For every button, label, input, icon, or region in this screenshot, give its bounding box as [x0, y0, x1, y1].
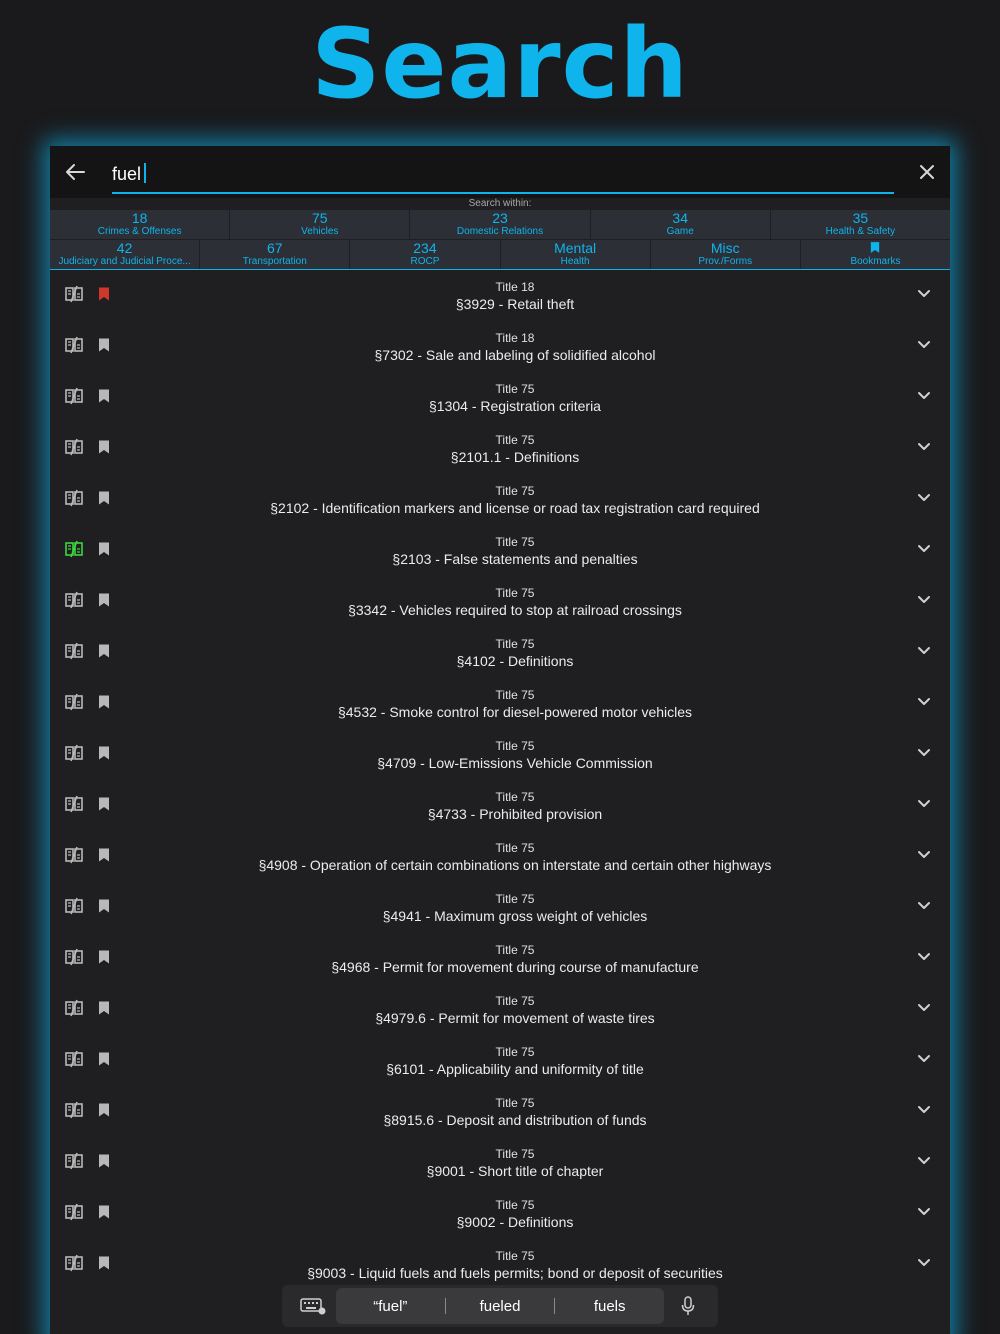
bookmark-icon[interactable]: [98, 797, 110, 811]
result-row[interactable]: [50, 1087, 950, 1138]
bookmark-icon: [870, 241, 880, 254]
result-title: Title 75: [495, 586, 535, 600]
result-section: §4908 - Operation of certain combinations on interstate and certain other highways: [258, 857, 772, 873]
result-title: Title 75: [495, 790, 535, 804]
filter-count: 35: [852, 210, 869, 226]
bookmark-icon[interactable]: [98, 746, 110, 760]
bookmark-icon[interactable]: [98, 287, 110, 301]
result-title: Title 75: [495, 739, 535, 753]
keyboard-icon[interactable]: [300, 1297, 326, 1315]
result-section: §4102 - Definitions: [456, 653, 574, 669]
compare-icon[interactable]: [65, 1203, 83, 1221]
compare-icon[interactable]: [65, 591, 83, 609]
bookmark-icon[interactable]: [98, 1154, 110, 1168]
filter-chip-row2-2[interactable]: [350, 240, 499, 269]
result-title: Title 18: [495, 280, 535, 294]
result-title: Title 75: [495, 1045, 535, 1059]
compare-icon[interactable]: [65, 999, 83, 1017]
result-title: Title 75: [495, 484, 535, 498]
result-text: [130, 535, 900, 568]
chevron-down-icon[interactable]: [917, 289, 931, 299]
text-caret: [144, 163, 146, 183]
compare-icon[interactable]: [65, 438, 83, 456]
chevron-down-icon[interactable]: [917, 1258, 931, 1268]
filter-label: Domestic Relations: [456, 226, 544, 237]
result-title: Title 75: [495, 1147, 535, 1161]
chevron-down-icon[interactable]: [917, 493, 931, 503]
microphone-icon[interactable]: [681, 1296, 695, 1316]
result-section: §4733 - Prohibited provision: [427, 806, 603, 822]
bookmark-filter-icon-wrap: [801, 240, 950, 256]
chevron-down-icon[interactable]: [917, 1105, 931, 1115]
bookmark-icon[interactable]: [98, 1001, 110, 1015]
results-list: [50, 271, 950, 1291]
keyboard-suggestion-bar: [282, 1285, 718, 1327]
filter-count: 234: [413, 240, 437, 256]
bookmark-icon[interactable]: [98, 848, 110, 862]
result-row[interactable]: [50, 1240, 950, 1291]
filter-chip-row2-0[interactable]: [50, 240, 199, 269]
compare-icon[interactable]: [65, 846, 83, 864]
filter-label: Prov./Forms: [698, 256, 753, 267]
result-text: [130, 943, 900, 976]
result-section: §2102 - Identification markers and license or road tax registration card required: [270, 500, 760, 516]
suggestion-1[interactable]: “fuel”: [373, 1297, 408, 1315]
search-input[interactable]: [112, 156, 894, 194]
hero-title: Search: [311, 8, 689, 120]
result-title: Title 75: [495, 433, 535, 447]
chevron-down-icon[interactable]: [917, 1156, 931, 1166]
result-section: §9003 - Liquid fuels and fuels permits; bond or deposit of securities: [307, 1265, 723, 1281]
filter-chip-row2-4[interactable]: [651, 240, 800, 269]
chevron-down-icon[interactable]: [917, 646, 931, 656]
back-arrow-icon[interactable]: [64, 161, 86, 183]
result-text: [130, 892, 900, 925]
result-title: Title 75: [495, 637, 535, 651]
bookmark-icon[interactable]: [98, 1052, 110, 1066]
result-row[interactable]: [50, 373, 950, 424]
filter-count: 75: [312, 210, 328, 226]
result-section: §1304 - Registration criteria: [429, 398, 601, 414]
result-section: §8915.6 - Deposit and distribution of funds: [383, 1112, 647, 1128]
chevron-down-icon[interactable]: [917, 544, 931, 554]
chevron-down-icon[interactable]: [917, 748, 931, 758]
result-section: §7302 - Sale and labeling of solidified alcohol: [374, 347, 656, 363]
result-text: [130, 739, 900, 772]
suggestion-2[interactable]: fueled: [479, 1297, 521, 1315]
chevron-down-icon[interactable]: [917, 1207, 931, 1217]
result-row[interactable]: [50, 1036, 950, 1087]
chevron-down-icon[interactable]: [917, 952, 931, 962]
result-section: §4709 - Low-Emissions Vehicle Commission: [377, 755, 653, 771]
result-title: Title 75: [495, 535, 535, 549]
result-section: §2101.1 - Definitions: [450, 449, 580, 465]
result-section: §4532 - Smoke control for diesel-powered motor vehicles: [337, 704, 693, 720]
filter-row-2: [50, 240, 950, 270]
result-text: [130, 382, 900, 415]
filter-label: Game: [666, 226, 694, 237]
search-panel: [50, 146, 950, 1334]
compare-icon[interactable]: [65, 1050, 83, 1068]
bookmark-icon[interactable]: [98, 695, 110, 709]
result-title: Title 75: [495, 1198, 535, 1212]
result-row[interactable]: [50, 679, 950, 730]
filter-label: Judiciary and Judicial Proce...: [58, 256, 191, 267]
filter-chip-row1-4[interactable]: [771, 210, 950, 239]
result-text: [130, 1147, 900, 1180]
result-title: Title 75: [495, 1249, 535, 1263]
result-row[interactable]: [50, 1138, 950, 1189]
bookmark-icon[interactable]: [98, 389, 110, 403]
chevron-down-icon[interactable]: [917, 799, 931, 809]
filter-chip-row1-0[interactable]: [50, 210, 229, 239]
compare-icon[interactable]: [65, 285, 83, 303]
chevron-down-icon[interactable]: [917, 1054, 931, 1064]
result-title: Title 75: [495, 892, 535, 906]
compare-icon[interactable]: [65, 489, 83, 507]
compare-icon[interactable]: [65, 1101, 83, 1119]
result-text: [130, 586, 900, 619]
filter-chip-row1-2[interactable]: [410, 210, 589, 239]
result-text: [130, 688, 900, 721]
search-bar: [50, 146, 950, 198]
compare-icon[interactable]: [65, 744, 83, 762]
result-row[interactable]: [50, 832, 950, 883]
result-section: §4979.6 - Permit for movement of waste tires: [375, 1010, 655, 1026]
result-text: [130, 1198, 900, 1231]
bookmark-icon[interactable]: [98, 1205, 110, 1219]
search-within-label: Search within:: [468, 198, 532, 209]
result-title: Title 75: [495, 1096, 535, 1110]
result-text: [130, 1249, 900, 1282]
result-row[interactable]: [50, 322, 950, 373]
result-row[interactable]: [50, 730, 950, 781]
result-text: [130, 484, 900, 517]
filter-row-1: [50, 210, 950, 240]
result-row[interactable]: [50, 985, 950, 1036]
result-row[interactable]: [50, 424, 950, 475]
result-section: §3342 - Vehicles required to stop at railroad crossings: [348, 602, 682, 618]
compare-icon[interactable]: [65, 1254, 83, 1272]
bookmark-icon[interactable]: [98, 1103, 110, 1117]
filter-count: 42: [116, 240, 133, 256]
result-row[interactable]: [50, 475, 950, 526]
filter-count: 67: [266, 240, 283, 256]
result-text: [130, 1045, 900, 1078]
suggestion-3[interactable]: fuels: [593, 1297, 626, 1315]
compare-icon[interactable]: [65, 897, 83, 915]
filter-label: Vehicles: [301, 226, 339, 237]
bookmark-icon[interactable]: [98, 338, 110, 352]
result-text: [130, 280, 900, 313]
result-row[interactable]: [50, 781, 950, 832]
compare-icon[interactable]: [65, 336, 83, 354]
filter-chip-row2-1[interactable]: [200, 240, 349, 269]
result-text: [130, 841, 900, 874]
filter-chip-row1-3[interactable]: [591, 210, 770, 239]
filter-chip-row1-1[interactable]: [230, 210, 409, 239]
bookmark-icon[interactable]: [98, 644, 110, 658]
bookmark-icon[interactable]: [98, 491, 110, 505]
result-text: [130, 331, 900, 364]
filter-count: Misc: [710, 240, 740, 256]
result-section: §6101 - Applicability and uniformity of title: [386, 1061, 644, 1077]
result-title: Title 75: [495, 688, 535, 702]
result-section: §2103 - False statements and penalties: [392, 551, 638, 567]
filter-chip-row2-3[interactable]: [501, 240, 650, 269]
chevron-down-icon[interactable]: [917, 595, 931, 605]
bookmark-icon[interactable]: [98, 899, 110, 913]
bookmark-icon[interactable]: [98, 440, 110, 454]
filter-label: ROCP: [410, 256, 440, 267]
bookmark-icon[interactable]: [98, 593, 110, 607]
filter-count: 18: [131, 210, 148, 226]
result-row[interactable]: [50, 577, 950, 628]
result-section: §4968 - Permit for movement during course of manufacture: [331, 959, 699, 975]
filter-label: Crimes & Offenses: [97, 226, 182, 237]
compare-icon[interactable]: [65, 948, 83, 966]
result-title: Title 75: [495, 841, 535, 855]
filter-label: Health: [560, 256, 590, 267]
suggestion-group: [336, 1288, 664, 1324]
bookmark-icon[interactable]: [98, 1256, 110, 1270]
chevron-down-icon[interactable]: [917, 850, 931, 860]
result-row[interactable]: [50, 526, 950, 577]
result-title: Title 75: [495, 994, 535, 1008]
compare-icon[interactable]: [65, 642, 83, 660]
result-row[interactable]: [50, 883, 950, 934]
filter-count: 23: [492, 210, 508, 226]
result-row[interactable]: [50, 628, 950, 679]
result-section: §9002 - Definitions: [456, 1214, 574, 1230]
chevron-down-icon[interactable]: [917, 1003, 931, 1013]
result-row[interactable]: [50, 934, 950, 985]
result-text: [130, 433, 900, 466]
bookmark-icon[interactable]: [98, 950, 110, 964]
result-section: §9001 - Short title of chapter: [426, 1163, 604, 1179]
result-section: §3929 - Retail theft: [455, 296, 575, 312]
filter-label: Health & Safety: [825, 226, 896, 237]
chevron-down-icon[interactable]: [917, 901, 931, 911]
filter-count: 34: [672, 210, 688, 226]
result-title: Title 75: [495, 382, 535, 396]
compare-icon[interactable]: [65, 540, 83, 558]
result-text: [130, 994, 900, 1027]
chevron-down-icon[interactable]: [917, 340, 931, 350]
result-text: [130, 1096, 900, 1129]
close-icon[interactable]: [918, 163, 936, 181]
result-row[interactable]: [50, 1189, 950, 1240]
chevron-down-icon[interactable]: [917, 391, 931, 401]
result-title: Title 18: [495, 331, 535, 345]
result-text: [130, 790, 900, 823]
bookmark-icon[interactable]: [98, 542, 110, 556]
filter-count: Mental: [554, 240, 597, 256]
filter-label: Transportation: [242, 256, 307, 267]
result-row[interactable]: [50, 271, 950, 322]
chevron-down-icon[interactable]: [917, 442, 931, 452]
filter-chip-row2-5[interactable]: [801, 240, 950, 269]
chevron-down-icon[interactable]: [917, 697, 931, 707]
result-section: §4941 - Maximum gross weight of vehicles: [382, 908, 648, 924]
result-title: Title 75: [495, 943, 535, 957]
title-filter-grid: [50, 210, 950, 270]
result-text: [130, 637, 900, 670]
filter-label: Bookmarks: [850, 256, 901, 267]
compare-icon[interactable]: [65, 693, 83, 711]
compare-icon[interactable]: [65, 795, 83, 813]
compare-icon[interactable]: [65, 1152, 83, 1170]
compare-icon[interactable]: [65, 387, 83, 405]
